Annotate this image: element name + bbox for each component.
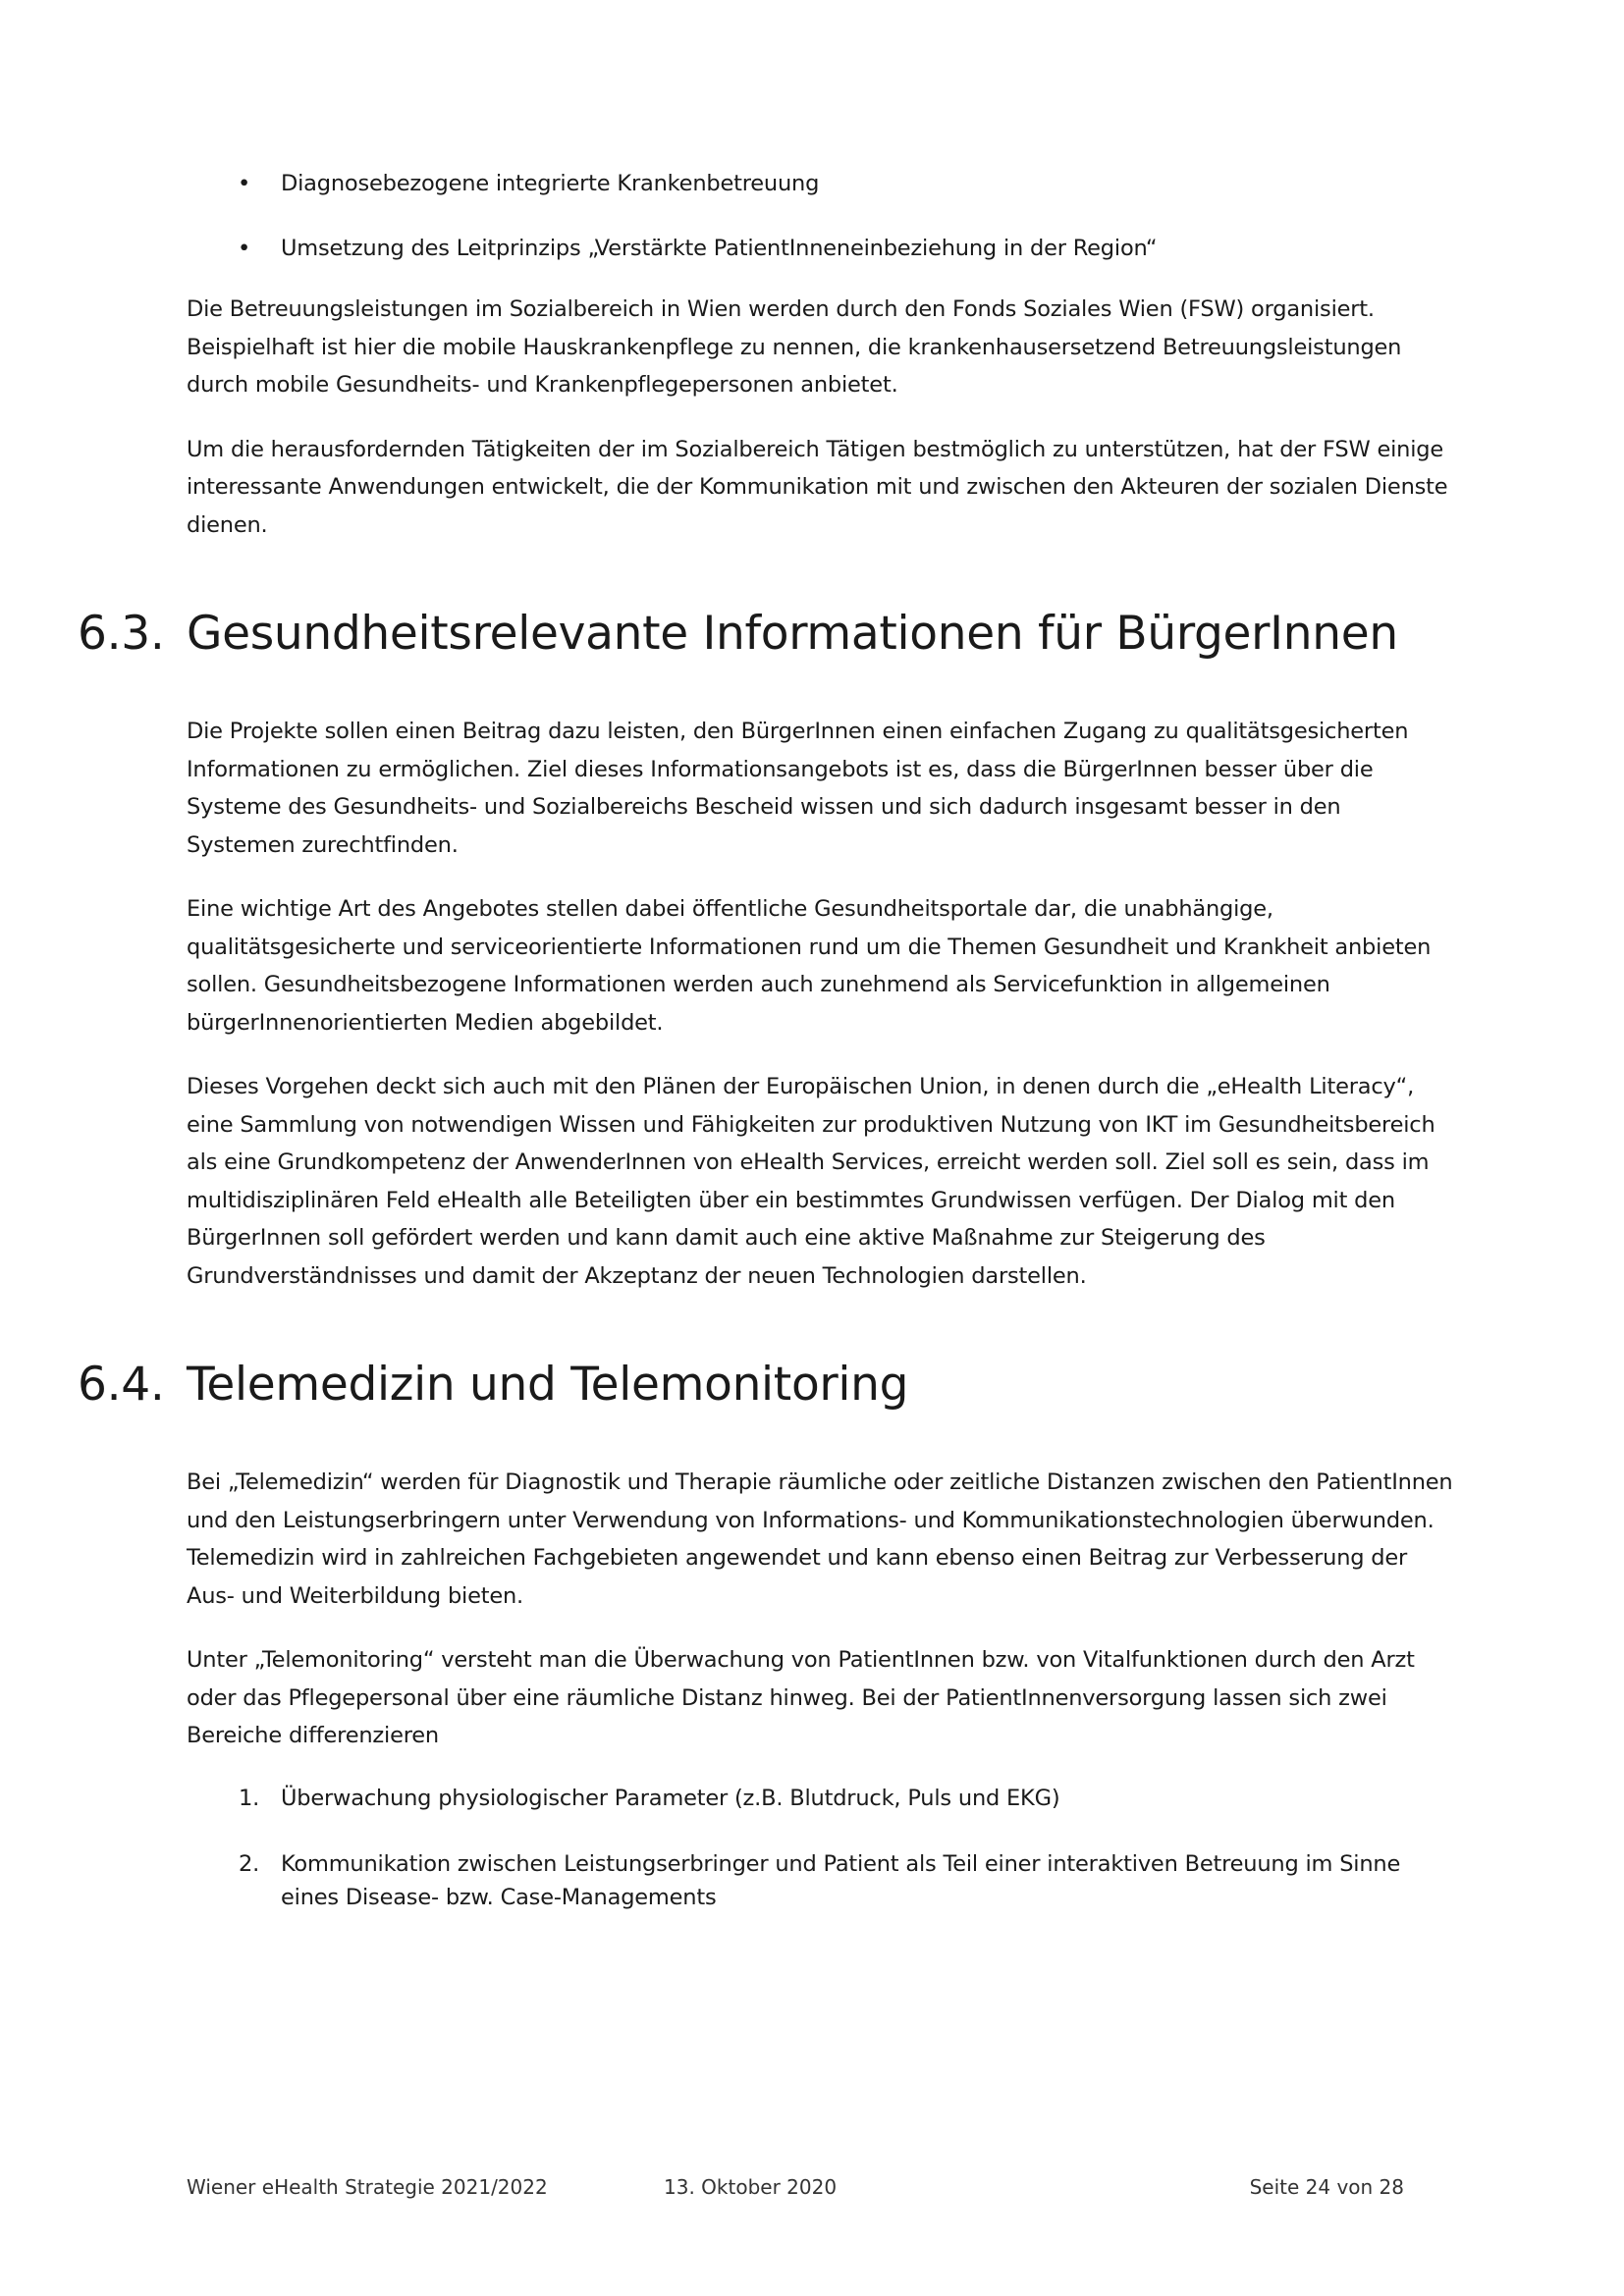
section-number: 6.4. [78, 1358, 165, 1412]
section-heading-6-4 [78, 1356, 1453, 1415]
page-footer [187, 2172, 1404, 2202]
section-number: 6.3. [78, 607, 165, 661]
paragraph: Bei „Telemedizin“ werden für Diagnostik und Therapie räumliche oder zeitliche Distanzen zwischen den PatientInnen und den Leistungserbringern unter Verwendung von Informations- und Kommunikationstechnologien überwunden. Telemedizin wird in zahlreichen Fachgebieten angewendet und kann ebenso einen Beitrag zur Verbesserung der Aus- und Weiterbildung bieten. [187, 1469, 1453, 1609]
list-item-text: Überwachung physiologischer Parameter (z.B. Blutdruck, Puls und EKG) [281, 1785, 1060, 1811]
paragraph: Um die herausfordernden Tätigkeiten der im Sozialbereich Tätigen bestmöglich zu unterstützen, hat der FSW einige interessante Anwendungen entwickelt, die der Kommunikation mit und zwischen den Akteuren der sozialen Dienste dienen. [187, 436, 1448, 538]
list-item-text: Kommunikation zwischen Leistungserbringer und Patient als Teil einer interaktiven Betreuung im Sinne eines Disease- bzw. Case-Managements [281, 1850, 1401, 1910]
list-item [187, 1782, 1453, 1815]
numbered-list [187, 1782, 1453, 1914]
paragraph: Die Projekte sollen einen Beitrag dazu leisten, den BürgerInnen einen einfachen Zugang zu qualitätsgesicherten Informationen zu ermöglichen. Ziel dieses Informationsangebots ist es, dass die BürgerInnen besser über die Systeme des Gesundheits- und Sozialbereichs Bescheid wissen und sich dadurch insgesamt besser in den Systemen zurechtfinden. [187, 719, 1409, 858]
list-item [187, 167, 1453, 200]
footer-date: 13. Oktober 2020 [664, 2175, 838, 2199]
paragraph: Die Betreuungsleistungen im Sozialbereich in Wien werden durch den Fonds Soziales Wien (FSW) organisiert. Beispielhaft ist hier die mobile Hauskrankenpflege zu nennen, die krankenhausersetzend Betreuungsleistungen durch mobile Gesundheits- und Krankenpflegepersonen anbietet. [187, 296, 1402, 398]
section-heading-6-3 [78, 605, 1453, 664]
footer-document-title: Wiener eHealth Strategie 2021/2022 [187, 2175, 548, 2199]
list-item [187, 1847, 1453, 1914]
section-title: Telemedizin und Telemonitoring [187, 1358, 909, 1412]
list-item [187, 232, 1453, 265]
paragraph: Eine wichtige Art des Angebotes stellen dabei öffentliche Gesundheitsportale dar, die unabhängige, qualitätsgesicherte und serviceorientierte Informationen rund um die Themen Gesundheit und Krankheit anbieten sollen. Gesundheitsbezogene Informationen werden auch zunehmend als Servicefunktion in allgemeinen bürgerInnenorientierten Medien abgebildet. [187, 896, 1432, 1036]
bullet-marker: • [238, 236, 251, 261]
paragraph: Dieses Vorgehen deckt sich auch mit den Plänen der Europäischen Union, in denen durch die „eHealth Literacy“, eine Sammlung von notwendigen Wissen und Fähigkeiten zur produktiven Nutzung von IKT im Gesundheitsbereich als eine Grundkompetenz der AnwenderInnen von eHealth Services, erreicht werden soll. Ziel soll es sein, dass im multidisziplinären Feld eHealth alle Beteiligten über ein bestimmtes Grundwissen verfügen. Der Dialog mit den BürgerInnen soll gefördert werden und kann damit auch eine aktive Maßnahme zur Steigerung des Grundverständnisses und damit der Akzeptanz der neuen Technologien darstellen. [187, 1074, 1435, 1289]
footer-page-number: Seite 24 von 28 [1249, 2175, 1404, 2199]
page-content [78, 167, 1453, 1947]
bullet-marker: • [238, 171, 251, 196]
list-number: 2. [239, 1850, 260, 1877]
list-item-text: Umsetzung des Leitprinzips „Verstärkte PatientInneneinbeziehung in der Region“ [281, 236, 1158, 261]
intro-bullet-list [187, 167, 1453, 265]
paragraph: Unter „Telemonitoring“ versteht man die Überwachung von PatientInnen bzw. von Vitalfunktionen durch den Arzt oder das Pflegepersonal über eine räumliche Distanz hinweg. Bei der PatientInnenversorgung lassen sich zwei Bereiche differenzieren [187, 1647, 1415, 1748]
list-number: 1. [239, 1785, 260, 1811]
section-title: Gesundheitsrelevante Informationen für BürgerInnen [187, 607, 1398, 661]
list-item-text: Diagnosebezogene integrierte Krankenbetreuung [281, 171, 820, 196]
